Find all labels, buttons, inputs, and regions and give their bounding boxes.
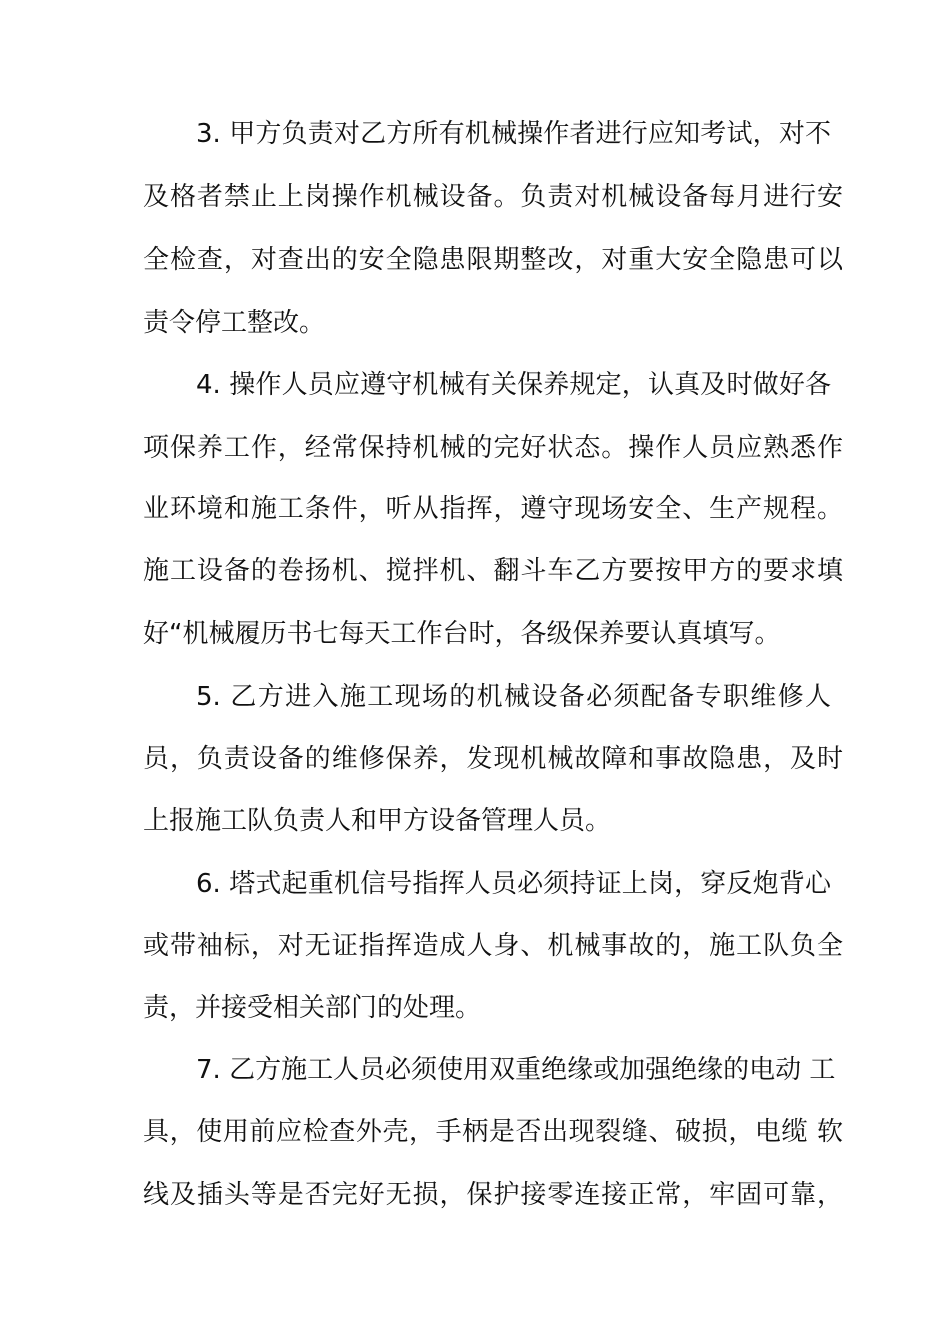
paragraph-6-line-3: 责，并接受相关部门的处理。 <box>143 993 482 1023</box>
paragraph-5-line-1: 5. 乙方进入施工现场的机械设备必须配备专职维修人 <box>196 682 831 712</box>
paragraph-4-line-4: 施工设备的卷扬机、搅拌机、翻斗车乙方要按甲方的要求填 <box>143 556 843 586</box>
paragraph-7-line-1: 7. 乙方施工人员必须使用双重绝缘或加强绝缘的电动 工 <box>196 1055 836 1085</box>
paragraph-6-line-2: 或带袖标，对无证指挥造成人身、机械事故的，施工队负全 <box>143 931 843 961</box>
paragraph-4-line-5: 好“机械履历书七每天工作台时，各级保养要认真填写。 <box>143 619 781 649</box>
paragraph-4-line-1: 4. 操作人员应遵守机械有关保养规定，认真及时做好各 <box>196 370 831 400</box>
paragraph-3-line-4: 责令停工整改。 <box>143 308 326 338</box>
paragraph-4-line-3: 业环境和施工条件，听从指挥，遵守现场安全、生产规程。 <box>143 494 843 524</box>
paragraph-4-line-2: 项保养工作，经常保持机械的完好状态。操作人员应熟悉作 <box>143 433 843 463</box>
paragraph-3-line-3: 全检查，对查出的安全隐患限期整改，对重大安全隐患可以 <box>143 245 843 275</box>
paragraph-3-line-1: 3. 甲方负责对乙方所有机械操作者进行应知考试，对不 <box>196 119 831 149</box>
paragraph-6-line-1: 6. 塔式起重机信号指挥人员必须持证上岗，穿反炮背心 <box>196 869 831 899</box>
paragraph-5-line-3: 上报施工队负责人和甲方设备管理人员。 <box>143 806 612 836</box>
paragraph-5-line-2: 员，负责设备的维修保养，发现机械故障和事故隐患，及时 <box>143 744 843 774</box>
paragraph-7-line-2: 具，使用前应检查外壳，手柄是否出现裂缝、破损，电缆 软 <box>143 1117 843 1147</box>
paragraph-3-line-2: 及格者禁止上岗操作机械设备。负责对机械设备每月进行安 <box>143 182 843 212</box>
paragraph-7-line-3: 线及插头等是否完好无损，保护接零连接正常，牢固可靠， <box>143 1180 843 1210</box>
